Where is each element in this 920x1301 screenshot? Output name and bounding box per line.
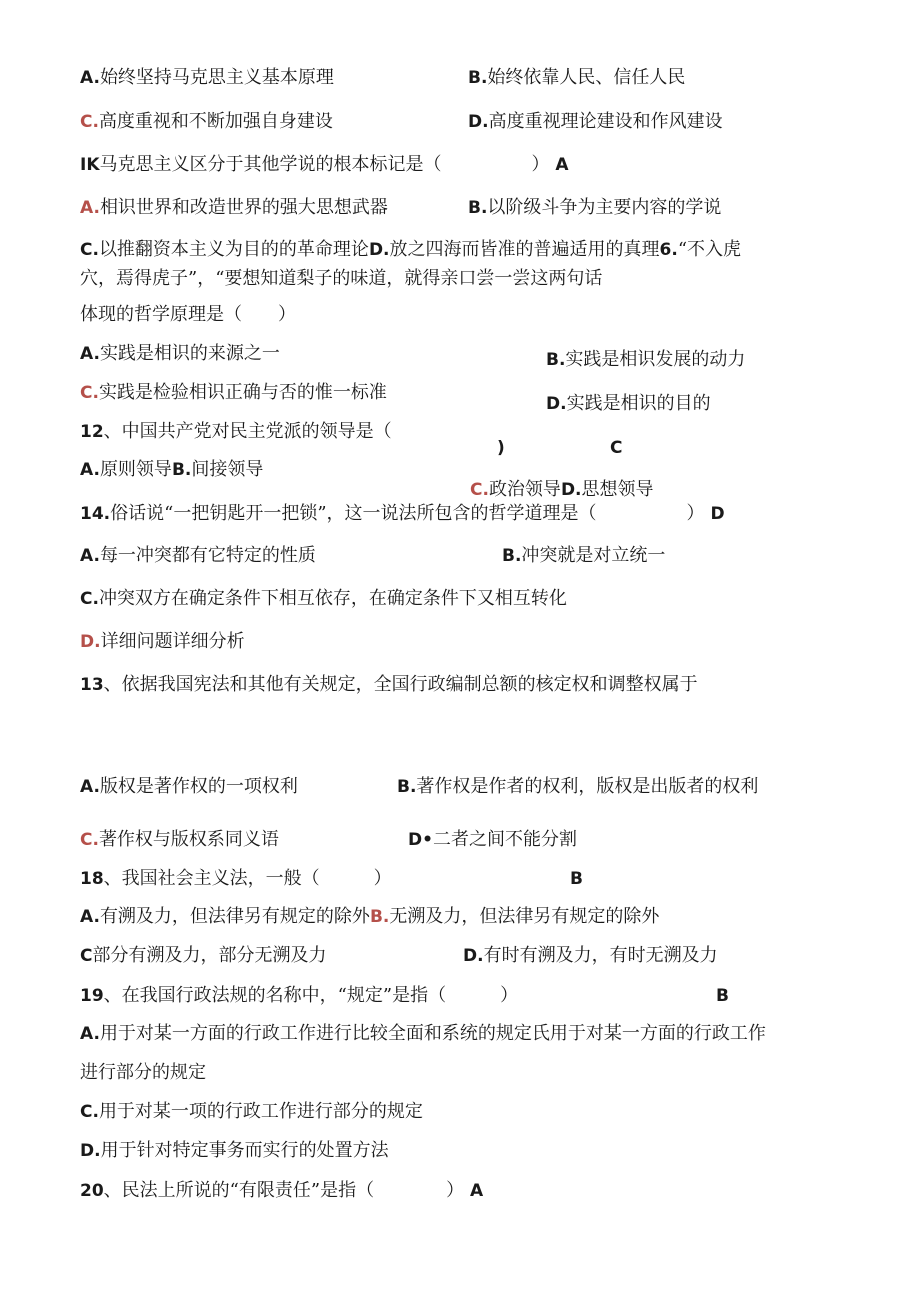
item-marker: 20	[80, 1181, 104, 1201]
text-line	[397, 775, 758, 799]
item-marker: B	[570, 869, 583, 889]
text-line	[80, 342, 280, 366]
item-marker: 6.	[659, 240, 678, 260]
text-line	[502, 544, 665, 568]
item-text: 实践是相识发展的动力	[565, 349, 746, 370]
item-text: 无溯及力，但法律另有规定的除外	[389, 906, 660, 927]
item-text: 穴，焉得虎子”，“要想知道梨子的味道，就得亲口尝一尝这两句话	[80, 268, 603, 289]
item-marker: C.	[80, 240, 99, 260]
item-text: 著作权是作者的权利，版权是出版者的权利	[416, 776, 759, 797]
item-marker: B.	[468, 198, 488, 218]
item-marker: C.	[470, 480, 489, 500]
item-marker: A.	[80, 460, 100, 480]
text-line	[80, 905, 659, 929]
item-text: 原则领导	[99, 459, 172, 480]
item-text: 冲突双方在确定条件下相互依存，在确定条件下又相互转化	[98, 588, 567, 609]
item-marker: D.	[546, 394, 567, 414]
item-marker: A.	[80, 777, 100, 797]
item-marker: B.	[369, 907, 390, 927]
item-text: 二者之间不能分割	[432, 829, 577, 850]
item-text: 、中国共产党对民主党派的领导是（	[103, 421, 392, 442]
text-line	[80, 110, 333, 134]
text-line	[80, 673, 698, 697]
text-line	[80, 630, 245, 654]
item-marker: 19	[80, 986, 104, 1006]
item-marker: C.	[80, 1102, 99, 1122]
item-marker: C.	[80, 112, 99, 132]
text-line	[80, 828, 279, 852]
text-line	[80, 458, 263, 482]
text-line	[80, 1179, 483, 1203]
item-text: 以推翻资本主义为目的的革命理论	[98, 239, 369, 260]
item-marker: D.	[560, 480, 582, 500]
text-line	[80, 984, 518, 1008]
item-marker: C.	[80, 830, 99, 850]
item-text: 每一冲突都有它特定的性质	[99, 545, 316, 566]
item-marker: C	[610, 438, 623, 458]
item-text: 部分有溯及力，部分无溯及力	[92, 945, 327, 966]
text-line	[610, 436, 622, 460]
answer-letter: A	[464, 1181, 484, 1201]
text-line	[80, 775, 298, 799]
item-marker: A.	[80, 1024, 100, 1044]
item-text: 政治领导	[488, 479, 561, 500]
item-marker: D.	[368, 240, 390, 260]
item-marker: B.	[546, 350, 566, 370]
item-text: 相识世界和改造世界的强大思想武器	[99, 197, 388, 218]
text-line	[497, 436, 505, 460]
item-marker: C.	[80, 589, 99, 609]
item-text: 体现的哲学原理是（ ）	[80, 304, 296, 325]
text-line	[80, 944, 326, 968]
item-marker: 13	[80, 675, 104, 695]
item-marker: A.	[80, 344, 100, 364]
item-marker: B.	[171, 460, 192, 480]
item-marker: B.	[468, 68, 488, 88]
item-marker: B.	[502, 546, 522, 566]
text-line	[80, 544, 316, 568]
item-text: 、在我国行政法规的名称中，“规定”是指（ ）	[103, 985, 519, 1006]
text-line	[80, 238, 741, 262]
text-line	[408, 828, 577, 852]
item-text: 高度重视理论建设和作风建设	[488, 111, 723, 132]
text-line	[546, 348, 745, 372]
item-text: 实践是检验相识正确与否的惟一标准	[98, 382, 387, 403]
item-text: 详细问题详细分析	[100, 631, 245, 652]
clipped-text-line	[470, 479, 654, 502]
item-text: 著作权与版权系同义语	[98, 829, 279, 850]
item-text: 用于对某一项的行政工作进行部分的规定	[98, 1101, 423, 1122]
item-marker: D.	[468, 112, 489, 132]
text-line	[80, 1139, 389, 1163]
item-marker: )	[497, 438, 505, 458]
text-line	[80, 196, 388, 220]
item-text: 冲突就是对立统一	[521, 545, 666, 566]
text-line	[80, 1061, 206, 1085]
item-text: 高度重视和不断加强自身建设	[98, 111, 333, 132]
text-line	[546, 392, 711, 416]
text-line	[80, 303, 296, 327]
item-marker: 14.	[80, 504, 111, 524]
item-text: “不入虎	[677, 239, 742, 260]
item-marker: B.	[397, 777, 417, 797]
item-marker: C	[80, 946, 93, 966]
item-text: 实践是相识的目的	[566, 393, 711, 414]
item-text: 用于针对特定事务而实行的处置方法	[100, 1140, 389, 1161]
item-marker: D.	[80, 632, 101, 652]
text-line	[80, 153, 569, 177]
item-text: 始终依靠人民、信任人民	[487, 67, 686, 88]
item-marker: D.	[80, 1141, 101, 1161]
text-line	[716, 984, 729, 1008]
text-line	[570, 867, 583, 891]
item-text: 俗话说“一把钥匙开一把锁”，这一说法所包含的哲学道理是（ ）	[110, 503, 705, 524]
item-marker: A.	[80, 546, 100, 566]
text-line	[80, 587, 567, 611]
text-line	[80, 267, 602, 291]
text-line	[80, 1022, 766, 1046]
item-text: 放之四海而皆准的普遍适用的真理	[389, 239, 660, 260]
item-text: 以阶级斗争为主要内容的学说	[487, 197, 722, 218]
item-marker: B	[716, 986, 729, 1006]
text-line	[80, 502, 725, 526]
answer-letter: A	[549, 155, 569, 175]
item-text: 有溯及力，但法律另有规定的除外	[99, 906, 370, 927]
item-marker: 12	[80, 422, 104, 442]
item-text: 、民法上所说的“有限责任”是指（ ）	[103, 1180, 465, 1201]
item-text: 始终坚持马克思主义基本原理	[99, 67, 334, 88]
text-line	[468, 110, 723, 134]
item-text: 间接领导	[191, 459, 264, 480]
item-marker: IK	[80, 155, 100, 175]
item-text: 、我国社会主义法，一般（ ）	[103, 868, 392, 889]
item-text: 用于对某一方面的行政工作进行比较全面和系统的规定氏用于对某一方面的行政工作	[99, 1023, 766, 1044]
item-marker: D•	[408, 830, 433, 850]
item-text: 思想领导	[581, 479, 654, 500]
text-line	[80, 66, 334, 90]
item-marker: A.	[80, 68, 100, 88]
text-line	[80, 420, 392, 444]
item-text: 实践是相识的来源之一	[99, 343, 280, 364]
item-text: 版权是著作权的一项权利	[99, 776, 298, 797]
item-marker: A.	[80, 907, 100, 927]
item-text: 有时有溯及力，有时无溯及力	[483, 945, 718, 966]
text-line	[463, 944, 718, 968]
item-text: 马克思主义区分于其他学说的根本标记是（ ）	[99, 154, 550, 175]
text-line	[80, 1100, 423, 1124]
text-line	[80, 867, 392, 891]
answer-letter: D	[704, 504, 725, 524]
item-text: 、依据我国宪法和其他有关规定，全国行政编制总额的核定权和调整权属于	[103, 674, 698, 695]
item-marker: A.	[80, 198, 100, 218]
item-text: 进行部分的规定	[80, 1062, 206, 1083]
item-marker: C.	[80, 383, 99, 403]
item-marker: 18	[80, 869, 104, 889]
text-line	[468, 196, 721, 220]
text-line	[468, 66, 685, 90]
text-line	[80, 381, 387, 405]
item-marker: D.	[463, 946, 484, 966]
